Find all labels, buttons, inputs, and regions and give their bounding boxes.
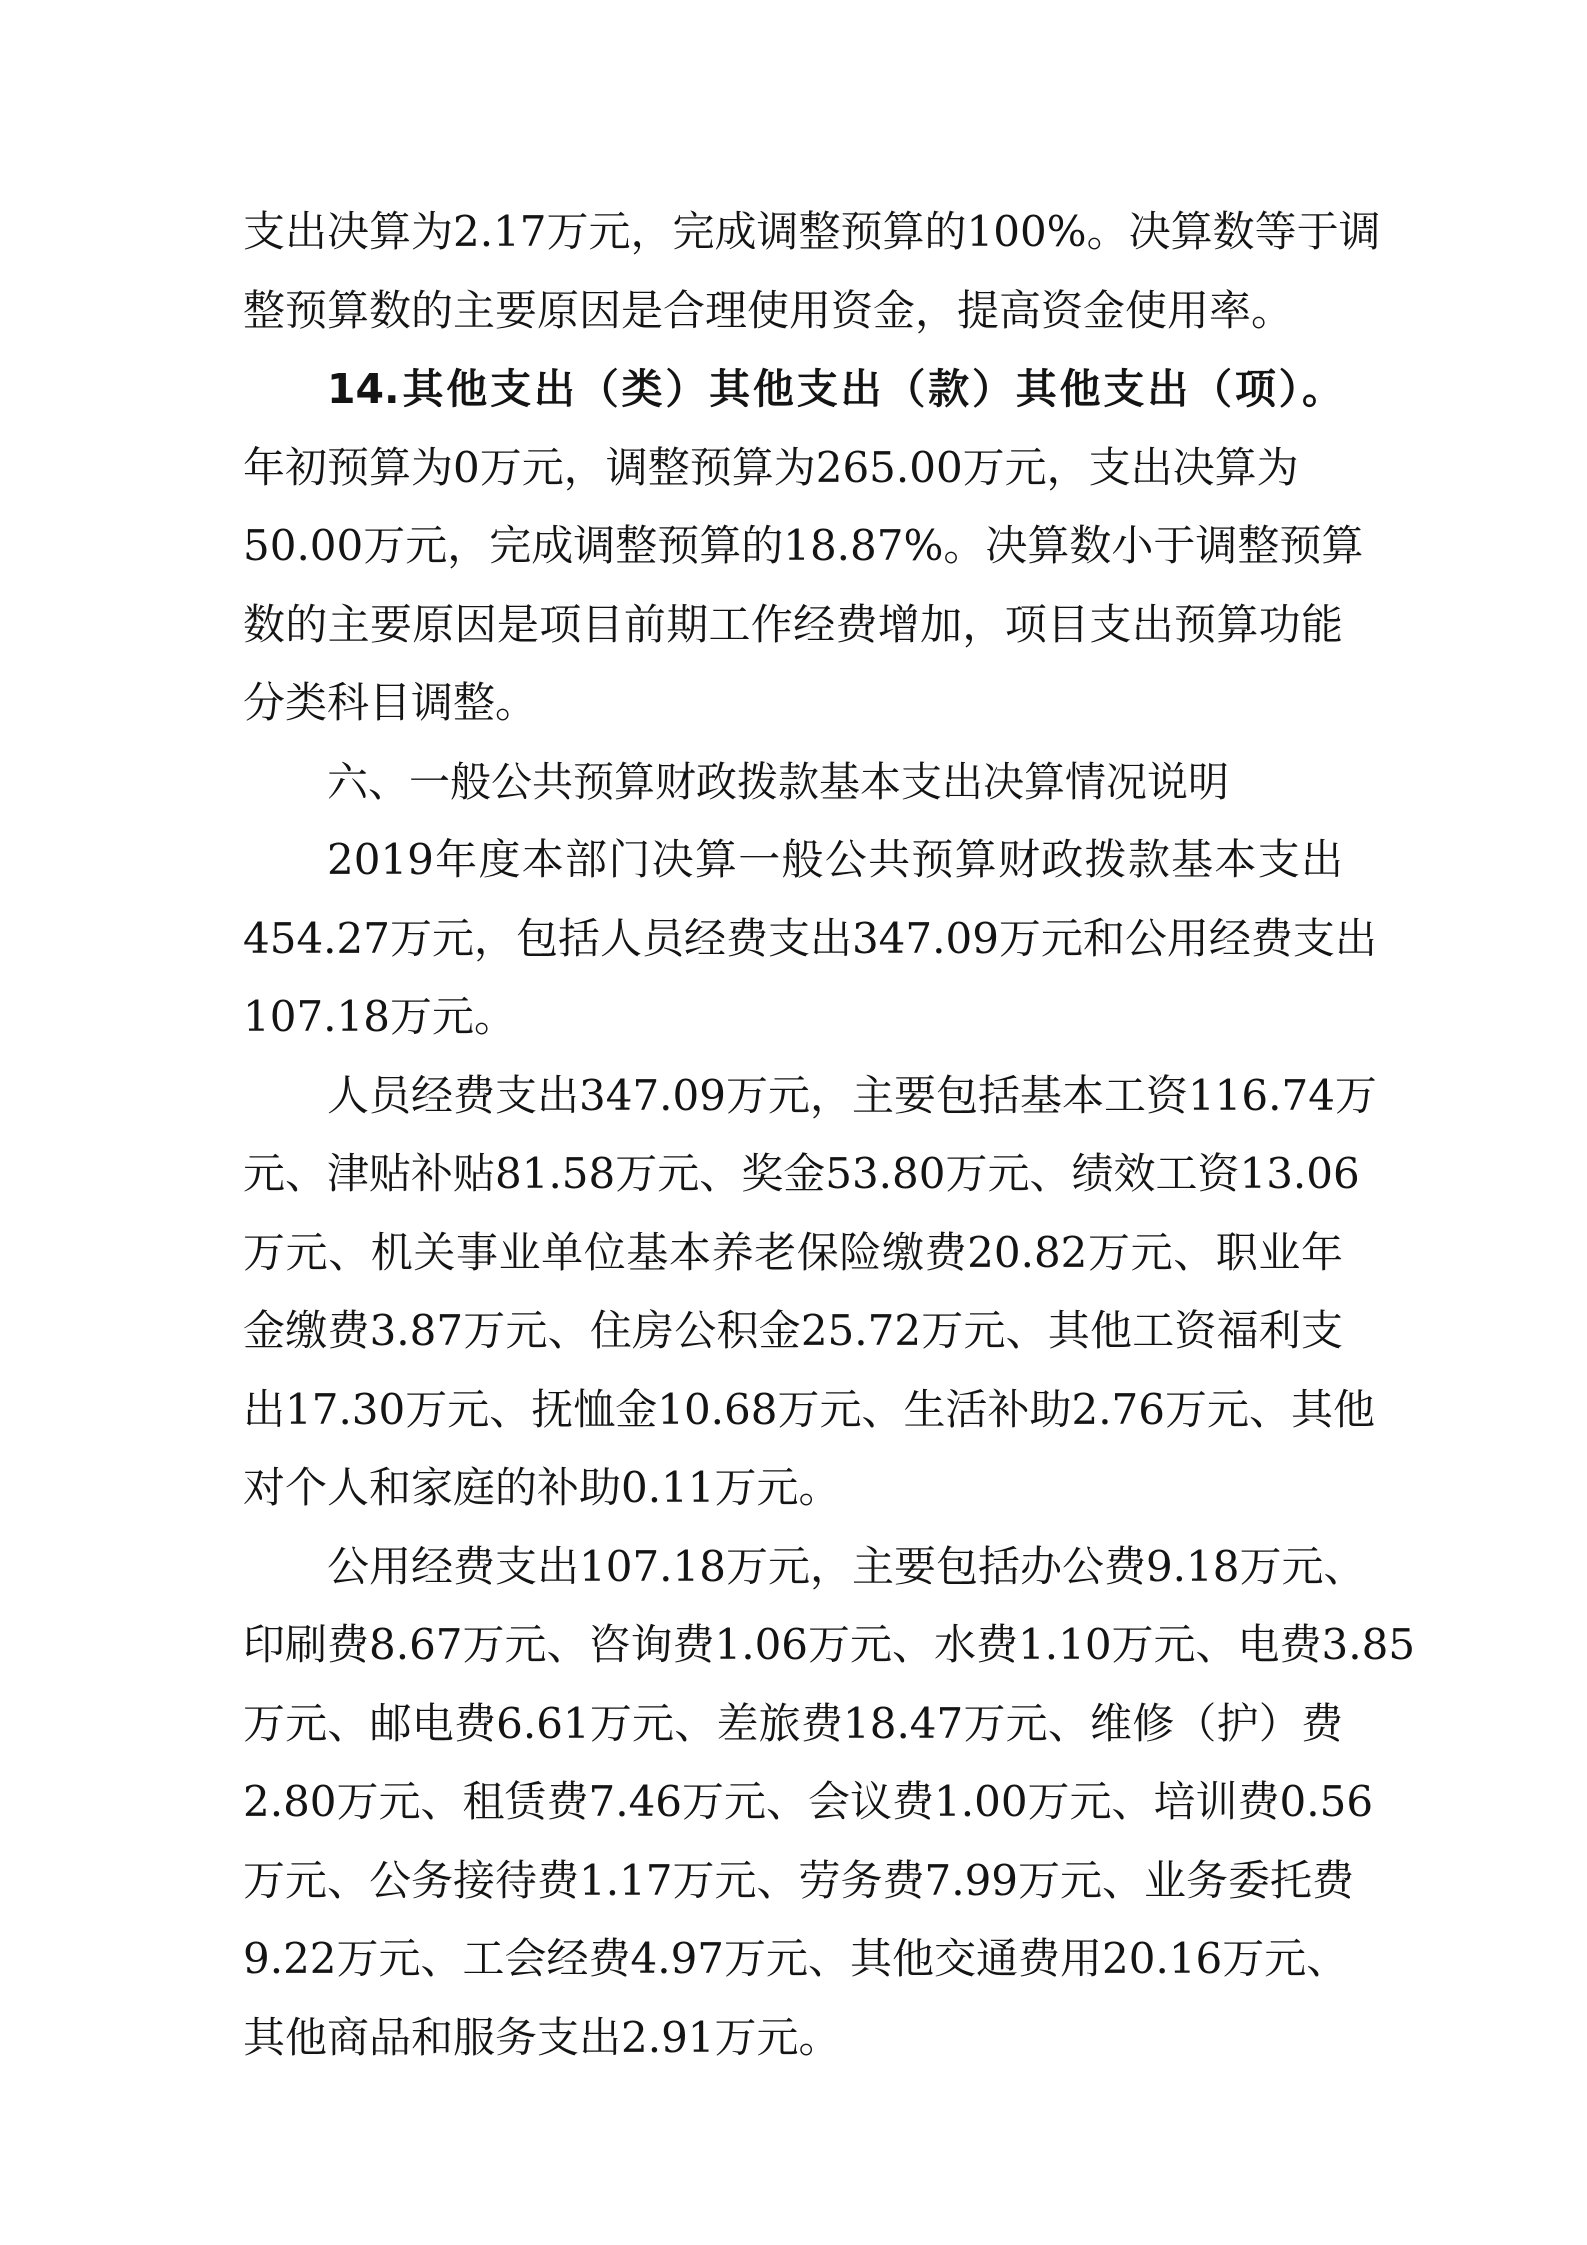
paragraph-line: 元、津贴补贴81.58万元、奖金53.80万元、绩效工资13.06 bbox=[243, 1149, 1360, 1198]
section-six-heading: 六、一般公共预算财政拨款基本支出决算情况说明 bbox=[327, 757, 1229, 806]
paragraph-line: 出17.30万元、抚恤金10.68万元、生活补助2.76万元、其他 bbox=[243, 1384, 1375, 1434]
paragraph-line: 对个人和家庭的补助0.11万元。 bbox=[243, 1463, 841, 1512]
paragraph-line: 454.27万元，包括人员经费支出347.09万元和公用经费支出 bbox=[243, 913, 1377, 963]
paragraph-line: 公用经费支出107.18万元，主要包括办公费9.18万元、 bbox=[327, 1541, 1366, 1591]
paragraph-line: 分类科目调整。 bbox=[243, 678, 538, 727]
paragraph-line: 年初预算为0万元，调整预算为265.00万元，支出决算为 bbox=[243, 442, 1299, 492]
paragraph-line: 其他商品和服务支出2.91万元。 bbox=[243, 2012, 841, 2062]
paragraph-line: 2.80万元、租赁费7.46万元、会议费1.00万元、培训费0.56 bbox=[243, 1777, 1374, 1826]
paragraph-line: 金缴费3.87万元、住房公积金25.72万元、其他工资福利支 bbox=[243, 1306, 1343, 1355]
paragraph-line: 万元、公务接待费1.17万元、劳务费7.99万元、业务委托费 bbox=[243, 1855, 1355, 1905]
paragraph-line: 万元、机关事业单位基本养老保险缴费20.82万元、职业年 bbox=[243, 1227, 1343, 1277]
paragraph-line: 50.00万元，完成调整预算的18.87%。决算数小于调整预算 bbox=[243, 521, 1364, 570]
paragraph-line: 支出决算为2.17万元，完成调整预算的100%。决算数等于调 bbox=[243, 207, 1381, 256]
document-body bbox=[243, 193, 1416, 2077]
paragraph-line: 2019年度本部门决算一般公共预算财政拨款基本支出 bbox=[327, 835, 1343, 884]
paragraph-line: 人员经费支出347.09万元，主要包括基本工资116.74万 bbox=[327, 1070, 1377, 1120]
paragraph-line: 9.22万元、工会经费4.97万元、其他交通费用20.16万元、 bbox=[243, 1934, 1349, 1983]
paragraph-line: 107.18万元。 bbox=[243, 992, 516, 1041]
paragraph-line: 印刷费8.67万元、咨询费1.06万元、水费1.10万元、电费3.85 bbox=[243, 1620, 1416, 1669]
paragraph-line: 数的主要原因是项目前期工作经费增加，项目支出预算功能 bbox=[243, 599, 1343, 649]
paragraph-line: 整预算数的主要原因是合理使用资金，提高资金使用率。 bbox=[243, 285, 1294, 335]
item-14-title: 14.其他支出（类）其他支出（款）其他支出（项）。 bbox=[327, 365, 1343, 413]
paragraph-line: 万元、邮电费6.61万元、差旅费18.47万元、维修（护）费 bbox=[243, 1698, 1343, 1748]
